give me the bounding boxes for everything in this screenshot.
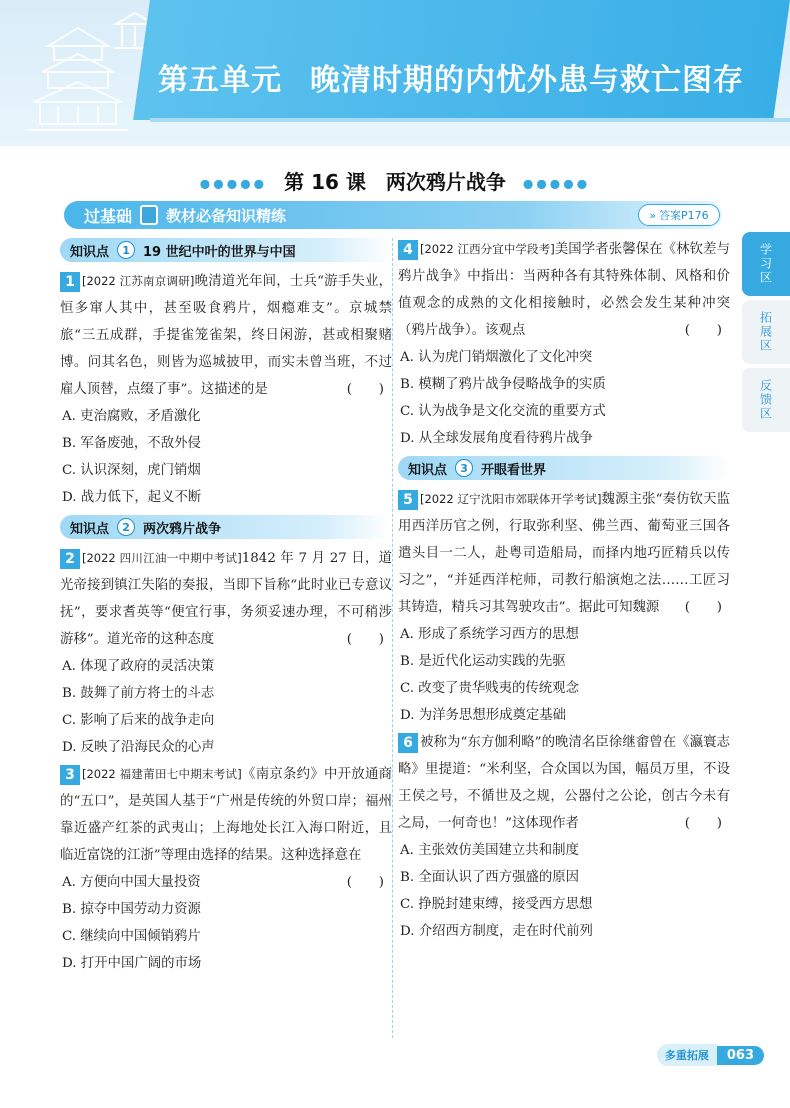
knowledge-point-3: 知识点 3 开眼看世界 — [398, 456, 730, 480]
option[interactable]: B. 军备废弛，不敌外侵 — [62, 436, 201, 451]
question-text: 被称为“东方伽利略”的晚清名臣徐继畬曾在《瀛寰志略》里提道：“米利坚，合众国以为国，幅员万里，不设王侯之号，不循世及之规，公器付之公论，创古今未有之局，一何奇也！”这体现作者 — [398, 735, 730, 831]
option[interactable]: C. 影响了后来的战争走向 — [62, 713, 215, 728]
answer-bracket[interactable]: ( ) — [346, 632, 384, 647]
option[interactable]: D. 介绍西方制度，走在时代前列 — [400, 924, 593, 939]
question-number: 3 — [60, 765, 80, 785]
question-text: 1842 年 7 月 27 日，道光帝接到镇江失陷的奏报，当即下旨称“此时业已专意议抚”，要求耆英等“便宜行事，务须妥速办理，不可稍涉游移”。道光帝的这种态度 — [60, 551, 392, 647]
kp-title: 两次鸦片战争 — [143, 521, 222, 537]
unit-title — [158, 55, 744, 99]
option[interactable]: A. 吏治腐败，矛盾激化 — [62, 409, 201, 424]
section-bar — [64, 201, 722, 229]
double-chevron-icon: » — [649, 208, 657, 222]
tab-extend[interactable]: 拓展区 — [742, 300, 790, 364]
question-1 — [60, 268, 392, 403]
question-text: 美国学者张馨保在《林钦差与鸦片战争》中指出：当两种各有其特殊体制、风格和价值观念的成熟的文化相接触时，必然会发生某种冲突（鸦片战争）。该观点 — [398, 242, 731, 338]
knowledge-point-2: 知识点 2 两次鸦片战争 — [60, 515, 392, 539]
left-column — [60, 236, 392, 977]
lesson-dots-left: ●●●●● — [199, 176, 268, 191]
question-number: 4 — [398, 240, 418, 260]
answer-bracket[interactable]: ( ) — [346, 875, 384, 890]
unit-name: 晚清时期的内忧外患与救亡图存 — [310, 63, 744, 98]
right-column — [398, 236, 730, 945]
question-text: 《南京条约》中开放通商的“五口”，是英国人基于“广州是传统的外贸口岸；福州靠近盛产红茶的武夷山；上海地处长江入海口附近，且临近富饶的江浙”等理由选择的结果。这种选择意在 — [60, 767, 392, 863]
option[interactable]: D. 从全球发展角度看待鸦片战争 — [400, 431, 593, 446]
option[interactable]: D. 反映了沿海民众的心声 — [62, 740, 215, 755]
option[interactable]: A. 认为虎门销烟激化了文化冲突 — [400, 350, 593, 365]
kp-title: 开眼看世界 — [481, 462, 547, 478]
section-label: 过基础 — [84, 206, 133, 226]
kp-title: 19 世纪中叶的世界与中国 — [143, 244, 296, 260]
option[interactable]: B. 是近代化运动实践的先驱 — [400, 654, 566, 669]
question-source: [2022 四川江油一中期中考试] — [82, 551, 242, 565]
lesson-dots-right: ●●●●● — [522, 176, 591, 191]
option[interactable]: D. 打开中国广阔的市场 — [62, 956, 202, 971]
column-divider — [392, 238, 393, 1038]
answer-reference: 答案P176 — [659, 209, 709, 222]
section-sublabel: 教材必备知识精练 — [166, 206, 287, 225]
option[interactable]: A. 主张效仿美国建立共和制度 — [400, 843, 579, 858]
page-footer — [657, 1044, 764, 1066]
option[interactable]: A. 方便向中国大量投资 — [62, 875, 201, 890]
option[interactable]: A. 体现了政府的灵活决策 — [62, 659, 215, 674]
question-text: 晚清道光年间，士兵“游手失业，恒多窜人其中，甚至吸食鸦片，烟瘾难支”。京城禁旅“三五成群，手提雀笼雀架，终日闲游，甚或相聚赌博。问其名色，则皆为巡城披甲，而实未曾当班，不过雇人顶替，点缀了事”。这描述的是 — [60, 274, 392, 397]
option[interactable]: C. 继续向中国倾销鸦片 — [62, 929, 201, 944]
answer-reference-button[interactable] — [638, 204, 720, 226]
question-source: [2022 福建莆田七中期末考试] — [82, 767, 242, 781]
option[interactable]: C. 挣脱封建束缚，接受西方思想 — [400, 897, 593, 912]
answer-bracket[interactable]: ( ) — [684, 600, 722, 615]
option[interactable]: D. 战力低下，起义不断 — [62, 490, 202, 505]
kp-number: 1 — [117, 241, 135, 259]
lesson-title: 第 16 课 两次鸦片战争 — [284, 170, 506, 194]
option[interactable]: C. 改变了贵华贱夷的传统观念 — [400, 681, 579, 696]
question-number: 2 — [60, 549, 80, 569]
page-number: 063 — [717, 1046, 764, 1065]
question-number: 6 — [398, 733, 418, 753]
question-text: 魏源主张“奏仿钦天监用西洋历官之例，行取弥利坚、佛兰西、葡萄亚三国各遣头目一二人，赴粤司造船局，而择内地巧匠精兵以传习之”，“并延西洋柁师，司教行船演炮之法……工匠习其铸造，精兵习其驾驶攻击”。据此可知魏源 — [398, 492, 730, 615]
option[interactable]: B. 全面认识了西方强盛的原因 — [400, 870, 580, 885]
knowledge-point-1: 知识点 1 19 世纪中叶的世界与中国 — [60, 238, 392, 262]
kp-number: 3 — [455, 459, 473, 477]
option[interactable]: A. 形成了系统学习西方的思想 — [400, 627, 579, 642]
banner-underline — [150, 118, 790, 122]
side-tabs — [742, 232, 790, 436]
option[interactable]: B. 鼓舞了前方将士的斗志 — [62, 686, 215, 701]
answer-bracket[interactable]: ( ) — [684, 816, 722, 831]
footer-label: 多重拓展 — [657, 1044, 717, 1066]
notebook-icon — [140, 205, 158, 225]
option[interactable]: B. 模糊了鸦片战争侵略战争的实质 — [400, 377, 606, 392]
answer-bracket[interactable]: ( ) — [684, 323, 722, 338]
option[interactable]: C. 认识深刻，虎门销烟 — [62, 463, 201, 478]
unit-banner — [0, 0, 790, 146]
question-4 — [398, 236, 730, 344]
kp-number: 2 — [117, 518, 135, 536]
question-2 — [60, 545, 392, 653]
option[interactable]: D. 为洋务思想形成奠定基础 — [400, 708, 567, 723]
question-source: [2022 江西分宜中学段考] — [420, 242, 555, 256]
question-source: [2022 江苏南京调研] — [82, 274, 195, 288]
question-number: 1 — [60, 272, 80, 292]
answer-bracket[interactable]: ( ) — [346, 382, 384, 397]
tab-feedback[interactable]: 反馈区 — [742, 368, 790, 432]
question-6 — [398, 729, 730, 837]
question-5 — [398, 486, 730, 621]
tab-study[interactable]: 学习区 — [742, 232, 790, 296]
option[interactable]: C. 认为战争是文化交流的重要方式 — [400, 404, 606, 419]
question-source: [2022 辽宁沈阳市郊联体开学考试] — [420, 492, 602, 506]
question-number: 5 — [398, 490, 418, 510]
unit-number: 第五单元 — [158, 63, 282, 98]
option[interactable]: B. 掠夺中国劳动力资源 — [62, 902, 201, 917]
lesson-heading — [0, 166, 790, 195]
